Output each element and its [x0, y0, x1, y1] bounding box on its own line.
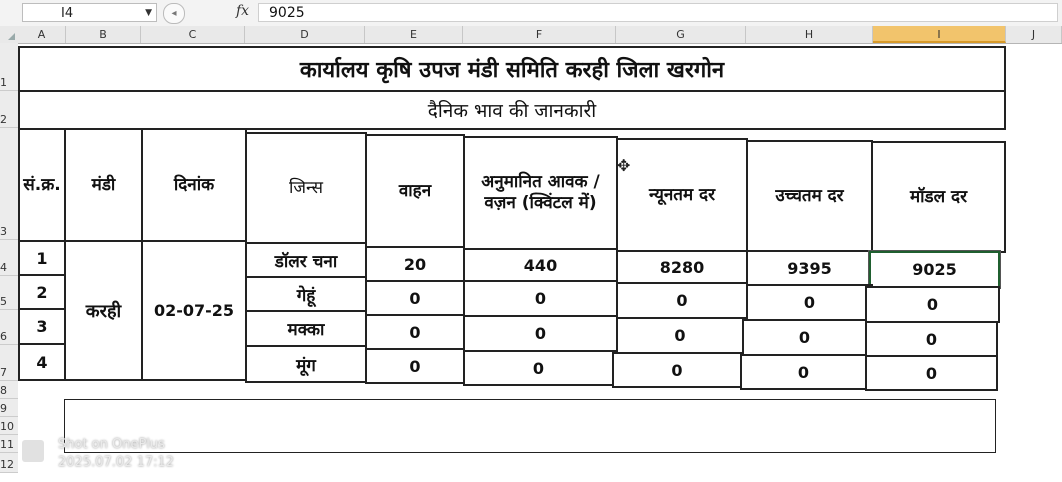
arrival-cell[interactable]: 440 [463, 248, 618, 282]
row-header-8[interactable] [0, 381, 18, 399]
row-header-label: 7 [0, 366, 7, 379]
row-header-5[interactable] [0, 276, 18, 310]
serial-cell[interactable]: 2 [18, 274, 66, 310]
header-arrival[interactable]: अनुमानित आवक / वज़न (क्विंटल में) [463, 136, 618, 250]
max-rate-cell[interactable]: 0 [740, 354, 867, 390]
modal-rate-cell[interactable]: 0 [865, 321, 998, 357]
arrival-cell[interactable]: 0 [463, 350, 614, 386]
column-header-j[interactable]: J [1006, 26, 1062, 43]
header-mandi[interactable]: मंडी [64, 128, 143, 242]
select-all-corner[interactable] [0, 26, 18, 43]
header-modal-rate[interactable]: मॉडल दर [871, 141, 1006, 253]
modal-rate-cell[interactable]: 0 [865, 286, 1000, 323]
row-header-label: 8 [0, 384, 7, 397]
formula-bar [0, 0, 1062, 27]
row-header-label: 4 [0, 261, 7, 274]
chevron-down-icon[interactable]: ▼ [145, 8, 152, 18]
max-rate-cell[interactable]: 0 [742, 319, 867, 356]
formula-controls-icon[interactable]: ◂ [163, 3, 185, 24]
row-header-label: 6 [0, 330, 7, 343]
column-header-a[interactable]: A [18, 26, 66, 43]
row-header-6[interactable] [0, 310, 18, 345]
modal-rate-cell[interactable]: 0 [865, 355, 998, 391]
header-date[interactable]: दिनांक [141, 128, 247, 242]
vehicles-cell[interactable]: 0 [365, 280, 465, 316]
header-max-rate[interactable]: उच्चतम दर [746, 140, 873, 252]
column-header-e[interactable]: E [365, 26, 463, 43]
row-header-1[interactable] [0, 43, 18, 91]
column-header-b[interactable]: B [66, 26, 141, 43]
sheet-subtitle[interactable]: दैनिक भाव की जानकारी [18, 90, 1006, 130]
row-header-7[interactable] [0, 345, 18, 381]
vehicles-cell[interactable]: 0 [365, 314, 465, 350]
row-header-label: 10 [0, 420, 14, 433]
row-header-label: 3 [0, 225, 7, 238]
header-serial[interactable]: सं.क्र. [18, 128, 66, 242]
commodity-cell[interactable]: गेहूं [245, 276, 367, 312]
row-header-label: 12 [0, 458, 14, 471]
mandi-cell[interactable]: करही [64, 240, 143, 381]
row-header-12[interactable] [0, 453, 18, 473]
watermark-brand: Shot on OnePlus [58, 437, 165, 452]
empty-note-box[interactable] [64, 399, 996, 453]
max-rate-cell[interactable]: 0 [746, 284, 873, 321]
row-header-2[interactable] [0, 91, 18, 128]
row-header-label: 11 [0, 438, 14, 451]
row-header-4[interactable] [0, 240, 18, 276]
vehicles-cell[interactable]: 20 [365, 246, 465, 282]
header-vehicles[interactable]: वाहन [365, 134, 465, 248]
commodity-cell[interactable]: डॉलर चना [245, 242, 367, 278]
name-box-value: I4 [61, 6, 74, 21]
min-rate-cell[interactable]: 8280 [616, 250, 748, 284]
column-header-f[interactable]: F [463, 26, 616, 43]
modal-rate-cell-selected[interactable]: 9025 [869, 251, 1000, 288]
vehicles-cell[interactable]: 0 [365, 348, 465, 384]
column-header-d[interactable]: D [245, 26, 365, 43]
function-icon[interactable]: fx [236, 3, 250, 19]
column-header-c[interactable]: C [141, 26, 245, 43]
max-rate-cell[interactable]: 9395 [746, 250, 873, 286]
column-header-bar [0, 26, 1062, 44]
serial-cell[interactable]: 4 [18, 343, 66, 381]
cell-cursor-icon: ✥ [617, 156, 631, 175]
serial-cell[interactable]: 1 [18, 240, 66, 276]
min-rate-cell[interactable]: 0 [612, 352, 742, 388]
formula-input[interactable]: 9025 [258, 3, 1058, 22]
camera-brand-icon [22, 440, 44, 462]
arrival-cell[interactable]: 0 [463, 315, 618, 352]
row-header-label: 1 [0, 76, 7, 89]
row-header-10[interactable] [0, 417, 18, 435]
name-box[interactable] [22, 3, 157, 22]
serial-cell[interactable]: 3 [18, 308, 66, 345]
row-header-label: 2 [0, 113, 7, 126]
arrival-cell[interactable]: 0 [463, 280, 618, 317]
column-header-g[interactable]: G [616, 26, 746, 43]
watermark-timestamp: 2025.07.02 17:12 [58, 455, 175, 470]
column-header-h[interactable]: H [746, 26, 873, 43]
commodity-cell[interactable]: मूंग [245, 345, 367, 383]
date-cell[interactable]: 02-07-25 [141, 240, 247, 381]
row-header-label: 5 [0, 295, 7, 308]
row-header-3[interactable] [0, 128, 18, 240]
min-rate-cell[interactable]: 0 [616, 317, 744, 354]
column-header-i[interactable]: I [873, 26, 1006, 43]
sheet-title[interactable]: कार्यालय कृषि उपज मंडी समिति करही जिला खरगोन [18, 46, 1006, 92]
row-header-11[interactable] [0, 435, 18, 453]
row-header-label: 9 [0, 402, 7, 415]
header-min-rate[interactable]: न्यूनतम दर [616, 138, 748, 252]
min-rate-cell[interactable]: 0 [616, 282, 748, 319]
header-commodity[interactable]: जिन्स [245, 132, 367, 244]
commodity-cell[interactable]: मक्का [245, 310, 367, 347]
row-header-9[interactable] [0, 399, 18, 417]
